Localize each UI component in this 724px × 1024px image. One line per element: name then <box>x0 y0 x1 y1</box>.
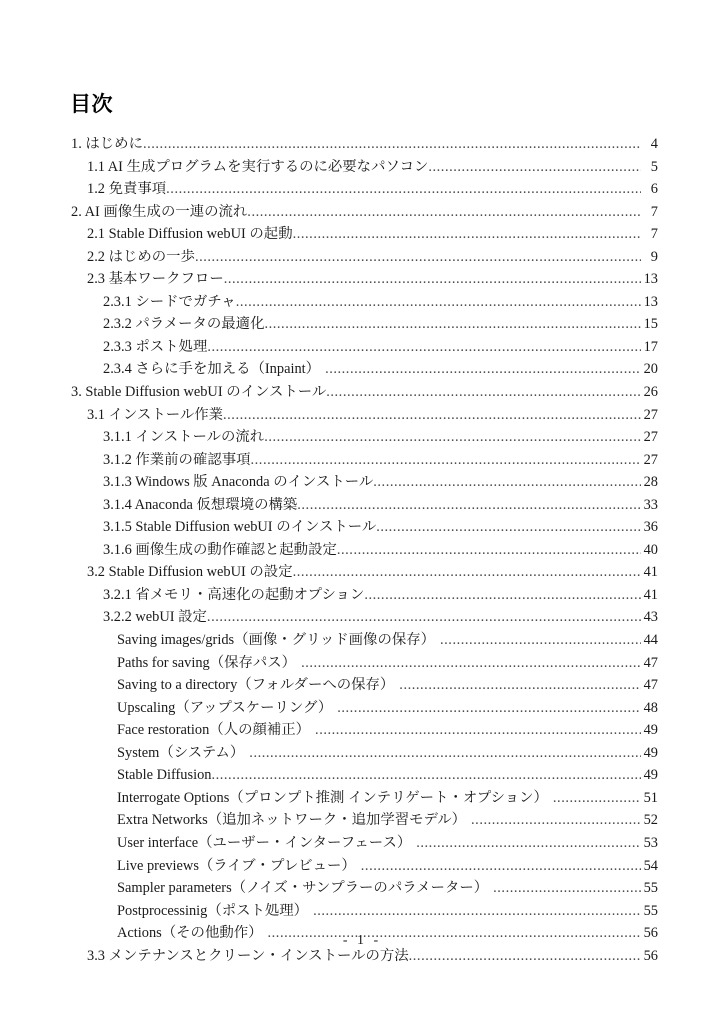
toc-entry-page-number: 17 <box>643 338 658 355</box>
toc-entry-label: 3.1.3 Windows 版 Anaconda のインストール <box>103 474 374 491</box>
toc-entry[interactable] <box>0 426 724 449</box>
toc-entry-label: Face restoration（人の顔補正） <box>117 722 311 739</box>
toc-entry-page-number: 49 <box>643 767 658 784</box>
toc-entry[interactable] <box>0 246 724 269</box>
toc-entry-page-number: 51 <box>643 789 658 806</box>
toc-entry-label: 1.1 AI 生成プログラムを実行するのに必要なパソコン <box>87 158 429 175</box>
toc-entry[interactable] <box>0 900 724 923</box>
toc-entry-label: 3.1.4 Anaconda 仮想環境の構築 <box>103 496 298 513</box>
toc-entry-page-number: 47 <box>643 677 658 694</box>
toc-leader-dots <box>361 855 641 878</box>
page-footer: - 1 - <box>342 933 382 948</box>
toc-entry-page-number: 15 <box>643 316 658 333</box>
toc-entry[interactable] <box>0 787 724 810</box>
toc-entry[interactable] <box>0 764 724 787</box>
toc-entry[interactable] <box>0 516 724 539</box>
toc-leader-dots <box>313 900 641 923</box>
toc-leader-dots <box>236 291 641 314</box>
toc-entry-label: Sampler parameters（ノイズ・サンプラーのパラメーター） <box>117 880 489 897</box>
page-title: 目次 <box>70 92 113 116</box>
toc-leader-dots <box>264 426 641 449</box>
toc-entry[interactable] <box>0 855 724 878</box>
toc-leader-dots <box>143 133 641 156</box>
toc-leader-dots <box>195 246 641 269</box>
toc-leader-dots <box>207 606 641 629</box>
toc-entry-label: 2.3.4 さらに手を加える（Inpaint） <box>103 361 321 378</box>
toc-entry-label: Saving to a directory（フォルダーへの保存） <box>117 677 395 694</box>
toc-entry[interactable] <box>0 313 724 336</box>
toc-entry-page-number: 27 <box>643 429 658 446</box>
toc-entry-label: 3.2 Stable Diffusion webUI の設定 <box>87 564 293 581</box>
toc-entry-page-number: 41 <box>643 586 658 603</box>
toc-entry-label: 3.2.1 省メモリ・高速化の起動オプション <box>103 586 365 603</box>
toc-entry-label: 2.3.2 パラメータの最適化 <box>103 316 265 333</box>
toc-entry-label: System（システム） <box>117 744 245 761</box>
toc-entry-label: 3.1 インストール作業 <box>87 406 223 423</box>
toc-leader-dots <box>553 787 641 810</box>
toc-leader-dots <box>211 764 641 787</box>
toc-entry-page-number: 33 <box>643 496 658 513</box>
toc-entry-label: Saving images/grids（画像・グリッド画像の保存） <box>117 632 436 649</box>
toc-entry-page-number: 49 <box>643 722 658 739</box>
toc-entry-page-number: 7 <box>650 203 658 220</box>
toc-entry[interactable] <box>0 697 724 720</box>
toc-entry-page-number: 43 <box>643 609 658 626</box>
toc-entry-page-number: 56 <box>643 947 658 964</box>
toc-leader-dots <box>440 629 641 652</box>
toc-entry[interactable] <box>0 471 724 494</box>
toc-leader-dots <box>376 516 641 539</box>
toc-entry-label: 3.1.5 Stable Diffusion webUI のインストール <box>103 519 377 536</box>
toc-leader-dots <box>249 742 641 765</box>
toc-entry-label: 3.1.2 作業前の確認事項 <box>103 451 251 468</box>
toc-leader-dots <box>264 313 641 336</box>
toc-entry-page-number: 13 <box>643 271 658 288</box>
toc-entry-page-number: 13 <box>643 293 658 310</box>
toc-entry[interactable] <box>0 268 724 291</box>
toc-entry[interactable] <box>0 584 724 607</box>
toc-entry-page-number: 41 <box>643 564 658 581</box>
toc-entry-label: 2.2 はじめの一歩 <box>87 248 195 265</box>
toc-leader-dots <box>326 381 641 404</box>
toc-leader-dots <box>399 674 641 697</box>
toc-leader-dots <box>416 832 641 855</box>
toc-entry[interactable] <box>0 606 724 629</box>
toc-entry-label: 2.3.3 ポスト処理 <box>103 338 208 355</box>
toc-entry-label: 3.2.2 webUI 設定 <box>103 609 207 626</box>
toc-entry[interactable] <box>0 336 724 359</box>
toc-entry[interactable] <box>0 133 724 156</box>
toc-leader-dots <box>293 561 641 584</box>
toc-entry-page-number: 5 <box>650 158 658 175</box>
toc-leader-dots <box>223 404 641 427</box>
toc-entry-page-number: 36 <box>643 519 658 536</box>
toc-entry[interactable] <box>0 561 724 584</box>
toc-leader-dots <box>471 809 641 832</box>
toc-leader-dots <box>373 471 641 494</box>
toc-entry-page-number: 28 <box>643 474 658 491</box>
toc-entry-label: 2. AI 画像生成の一連の流れ <box>71 203 248 220</box>
toc-entry[interactable] <box>0 652 724 675</box>
toc-leader-dots <box>337 697 641 720</box>
toc-entry-page-number: 56 <box>643 925 658 942</box>
toc-entry-page-number: 27 <box>643 451 658 468</box>
toc-entry-page-number: 7 <box>650 226 658 243</box>
toc-entry-label: 3.3 メンテナンスとクリーン・インストールの方法 <box>87 947 409 964</box>
toc-entry-label: Stable Diffusion <box>117 767 212 784</box>
toc-entry[interactable] <box>0 201 724 224</box>
toc-entry[interactable] <box>0 449 724 472</box>
toc-leader-dots <box>247 201 641 224</box>
toc-entry[interactable] <box>0 381 724 404</box>
toc-entry[interactable] <box>0 832 724 855</box>
toc-entry-page-number: 26 <box>643 384 658 401</box>
toc-entry-page-number: 55 <box>643 880 658 897</box>
toc-entry-label: 3.1.6 画像生成の動作確認と起動設定 <box>103 541 337 558</box>
toc-entry-page-number: 27 <box>643 406 658 423</box>
toc-leader-dots <box>301 652 641 675</box>
toc-leader-dots <box>337 539 641 562</box>
toc-entry-label: Extra Networks（追加ネットワーク・追加学習モデル） <box>117 812 467 829</box>
toc-entry-label: Live previews（ライブ・プレビュー） <box>117 857 356 874</box>
table-of-contents <box>0 133 724 967</box>
toc-entry-label: User interface（ユーザー・インターフェース） <box>117 834 412 851</box>
toc-leader-dots <box>224 268 641 291</box>
toc-entry[interactable] <box>0 719 724 742</box>
toc-entry-label: 2.3 基本ワークフロー <box>87 271 224 288</box>
toc-leader-dots <box>207 336 641 359</box>
toc-leader-dots <box>325 358 641 381</box>
toc-entry-label: Actions（その他動作） <box>117 925 263 942</box>
toc-entry-label: 1.2 免責事項 <box>87 181 167 198</box>
toc-entry[interactable] <box>0 539 724 562</box>
toc-entry-page-number: 53 <box>643 834 658 851</box>
toc-entry[interactable] <box>0 223 724 246</box>
toc-entry[interactable] <box>0 291 724 314</box>
toc-entry-label: Postprocessinig（ポスト処理） <box>117 902 309 919</box>
toc-entry-page-number: 4 <box>650 136 658 152</box>
toc-entry-page-number: 9 <box>650 248 658 265</box>
toc-entry[interactable] <box>0 629 724 652</box>
toc-entry-label: 3. Stable Diffusion webUI のインストール <box>71 384 327 401</box>
toc-entry-page-number: 47 <box>643 654 658 671</box>
toc-entry[interactable] <box>0 178 724 201</box>
toc-entry-page-number: 55 <box>643 902 658 919</box>
toc-entry-page-number: 52 <box>643 812 658 829</box>
toc-entry-page-number: 20 <box>643 361 658 378</box>
toc-entry-page-number: 49 <box>643 744 658 761</box>
toc-entry[interactable] <box>0 877 724 900</box>
toc-entry-label: Interrogate Options（プロンプト推測 インテリゲート・オプション） <box>117 789 548 806</box>
toc-leader-dots <box>251 449 641 472</box>
toc-entry[interactable] <box>0 742 724 765</box>
toc-entry[interactable] <box>0 809 724 832</box>
toc-entry-label: 3.1.1 インストールの流れ <box>103 429 265 446</box>
toc-leader-dots <box>428 156 641 179</box>
toc-leader-dots <box>364 584 641 607</box>
toc-entry-label: 2.3.1 シードでガチャ <box>103 293 236 310</box>
toc-leader-dots <box>166 178 641 201</box>
toc-entry[interactable] <box>0 404 724 427</box>
toc-leader-dots <box>493 877 641 900</box>
toc-entry[interactable] <box>0 494 724 517</box>
toc-leader-dots <box>293 223 641 246</box>
toc-entry-label: 2.1 Stable Diffusion webUI の起動 <box>87 226 293 243</box>
toc-entry[interactable] <box>0 156 724 179</box>
toc-leader-dots <box>297 494 641 517</box>
toc-entry[interactable] <box>0 674 724 697</box>
toc-entry-page-number: 54 <box>643 857 658 874</box>
toc-entry-label: 1. はじめに <box>71 136 143 152</box>
toc-entry-label: Paths for saving（保存パス） <box>117 654 297 671</box>
toc-entry-page-number: 44 <box>643 632 658 649</box>
toc-entry-page-number: 6 <box>650 181 658 198</box>
toc-entry-page-number: 48 <box>643 699 658 716</box>
toc-entry[interactable] <box>0 358 724 381</box>
toc-entry-page-number: 40 <box>643 541 658 558</box>
toc-leader-dots <box>315 719 641 742</box>
toc-entry-label: Upscaling（アップスケーリング） <box>117 699 333 716</box>
